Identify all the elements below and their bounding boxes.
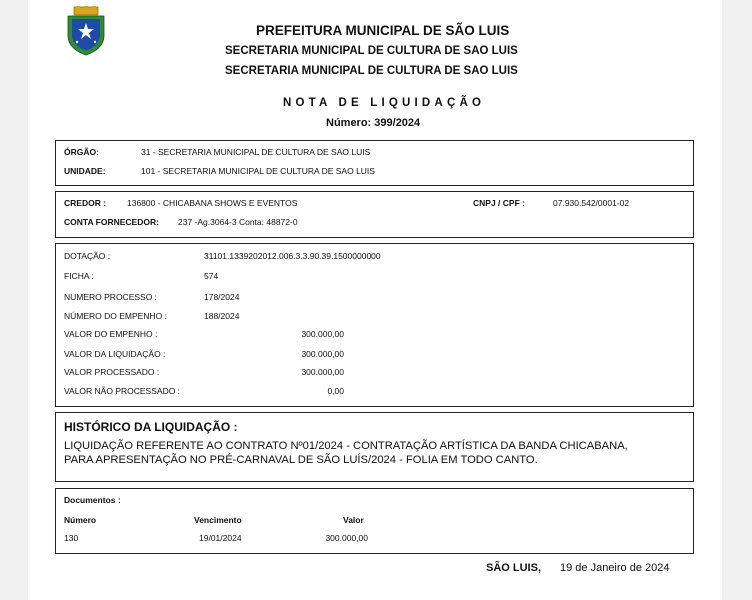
conta-fornecedor-label: CONTA FORNECEDOR: [64, 217, 159, 227]
dotacao-value: 31101.1339202012.006.3.3.90.39.1500000000 [204, 251, 381, 261]
unidade-value: 101 - SECRETARIA MUNICIPAL DE CULTURA DE SAO LUIS [141, 166, 375, 176]
credor-label: CREDOR : [64, 198, 107, 208]
documento-vencimento: 19/01/2024 [199, 533, 242, 543]
valor-nao-processado-label: VALOR NÃO PROCESSADO : [64, 386, 181, 396]
documento-valor: 300.000,00 [325, 533, 368, 543]
secretaria-line-2: SECRETARIA MUNICIPAL DE CULTURA DE SAO LUIS [225, 65, 518, 77]
prefeitura-title: PREFEITURA MUNICIPAL DE SÃO LUIS [256, 23, 510, 38]
valor-liquidacao-value: 300.000,00 [301, 349, 344, 359]
valor-nao-processado-value: 0,00 [327, 386, 344, 396]
dotacao-label: DOTAÇÃO : [64, 251, 111, 261]
documentos-box [55, 488, 694, 554]
cnpj-label: CNPJ / CPF : [473, 198, 525, 208]
ficha-value: 574 [204, 271, 219, 281]
ficha-label: FICHA : [64, 271, 94, 281]
valor-empenho-label: VALOR DO EMPENHO : [64, 329, 158, 339]
detalhes-box [55, 243, 694, 407]
cnpj-value: 07.930.542/0001-02 [553, 198, 630, 208]
documentos-col-vencimento: Vencimento [194, 515, 242, 525]
historico-text-line-1: LIQUIDAÇÃO REFERENTE AO CONTRATO Nº01/2024 - CONTRATAÇÃO ARTÍSTICA DA BANDA CHICABANA, [64, 440, 628, 452]
historico-text-line-2: PARA APRESENTAÇÃO NO PRÉ-CARNAVAL DE SÃO LUÍS/2024 - FOLIA EM TODO CANTO. [64, 454, 538, 466]
secretaria-line-1: SECRETARIA MUNICIPAL DE CULTURA DE SAO LUIS [225, 45, 518, 57]
empenho-value: 188/2024 [204, 311, 240, 321]
document-number: Número: 399/2024 [326, 117, 421, 129]
footer-date: 19 de Janeiro de 2024 [560, 562, 670, 574]
orgao-label: ÓRGÃO: [64, 147, 99, 157]
documento-numero: 130 [64, 533, 79, 543]
empenho-label: NÚMERO DO EMPENHO : [64, 311, 167, 321]
credor-value: 136800 - CHICABANA SHOWS E EVENTOS [127, 198, 298, 208]
valor-processado-value: 300.000,00 [301, 367, 344, 377]
documentos-title: Documentos : [64, 495, 121, 505]
documentos-col-valor: Valor [343, 515, 364, 525]
valor-liquidacao-label: VALOR DA LIQUIDAÇÃO : [64, 349, 166, 359]
processo-value: 178/2024 [204, 292, 240, 302]
historico-title: HISTÓRICO DA LIQUIDAÇÃO : [64, 420, 238, 434]
document-title: NOTA DE LIQUIDAÇÃO [283, 97, 486, 109]
orgao-value: 31 - SECRETARIA MUNICIPAL DE CULTURA DE SAO LUIS [141, 147, 371, 157]
documentos-col-numero: Número [64, 515, 97, 525]
coat-of-arms-logo [65, 6, 107, 56]
unidade-label: UNIDADE: [64, 166, 106, 176]
footer-city: SÃO LUIS, [486, 562, 542, 574]
processo-label: NUMERO PROCESSO : [64, 292, 158, 302]
conta-fornecedor-value: 237 -Ag.3064-3 Conta: 48872-0 [178, 217, 298, 227]
valor-empenho-value: 300.000,00 [301, 329, 344, 339]
valor-processado-label: VALOR PROCESSADO : [64, 367, 160, 377]
document-page [28, 0, 722, 600]
